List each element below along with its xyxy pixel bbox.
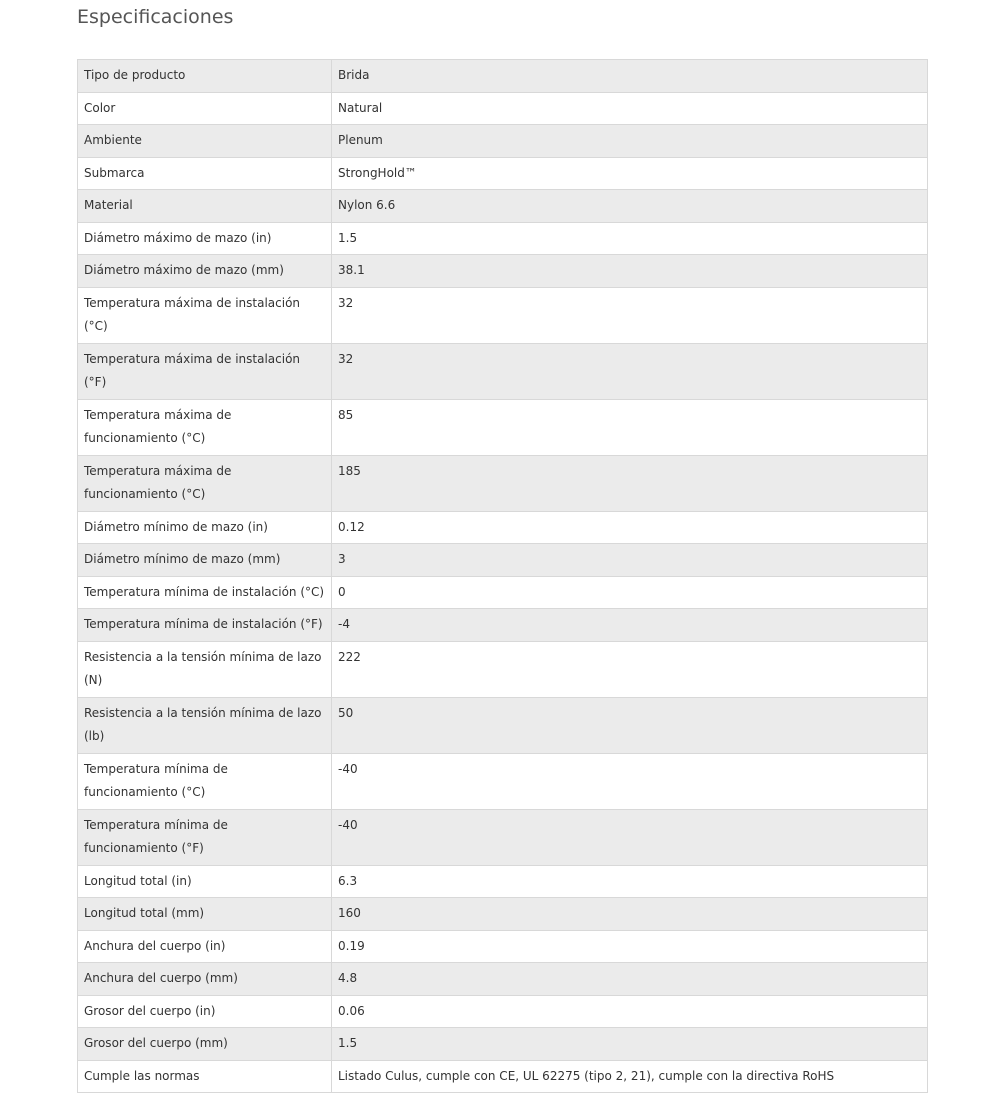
table-row [78, 898, 928, 931]
spec-value: 1.5 [332, 1028, 928, 1061]
spec-value: StrongHold™ [332, 157, 928, 190]
spec-value: -4 [332, 609, 928, 642]
spec-label: Temperatura máxima de funcionamiento (°C) [78, 455, 332, 511]
spec-value: 0.12 [332, 511, 928, 544]
spec-value: Listado Culus, cumple con CE, UL 62275 (tipo 2, 21), cumple con la directiva RoHS [332, 1060, 928, 1093]
spec-value: -40 [332, 753, 928, 809]
table-row [78, 697, 928, 753]
table-row [78, 343, 928, 399]
spec-value: 38.1 [332, 255, 928, 288]
spec-value: 0.06 [332, 995, 928, 1028]
spec-label: Diámetro máximo de mazo (mm) [78, 255, 332, 288]
table-row [78, 455, 928, 511]
spec-label: Temperatura mínima de instalación (°C) [78, 576, 332, 609]
spec-label: Anchura del cuerpo (in) [78, 930, 332, 963]
spec-label: Grosor del cuerpo (mm) [78, 1028, 332, 1061]
table-row [78, 753, 928, 809]
spec-value: 160 [332, 898, 928, 931]
spec-value: 185 [332, 455, 928, 511]
spec-label: Resistencia a la tensión mínima de lazo (lb) [78, 697, 332, 753]
table-row [78, 865, 928, 898]
table-row [78, 287, 928, 343]
table-row [78, 1060, 928, 1093]
table-row [78, 399, 928, 455]
spec-value: Plenum [332, 125, 928, 158]
spec-label: Ambiente [78, 125, 332, 158]
table-row [78, 544, 928, 577]
spec-value: 3 [332, 544, 928, 577]
table-row [78, 511, 928, 544]
table-row [78, 92, 928, 125]
spec-label: Temperatura mínima de instalación (°F) [78, 609, 332, 642]
table-row [78, 222, 928, 255]
spec-value: 4.8 [332, 963, 928, 996]
spec-value: 222 [332, 641, 928, 697]
spec-label: Cumple las normas [78, 1060, 332, 1093]
spec-value: 6.3 [332, 865, 928, 898]
spec-value: Nylon 6.6 [332, 190, 928, 223]
spec-label: Temperatura máxima de instalación (°F) [78, 343, 332, 399]
spec-value: 0 [332, 576, 928, 609]
spec-label: Material [78, 190, 332, 223]
spec-value: 50 [332, 697, 928, 753]
spec-value: 32 [332, 287, 928, 343]
spec-label: Diámetro mínimo de mazo (in) [78, 511, 332, 544]
spec-value: 32 [332, 343, 928, 399]
spec-label: Temperatura máxima de funcionamiento (°C) [78, 399, 332, 455]
spec-label: Anchura del cuerpo (mm) [78, 963, 332, 996]
spec-label: Temperatura mínima de funcionamiento (°C) [78, 753, 332, 809]
spec-label: Diámetro máximo de mazo (in) [78, 222, 332, 255]
spec-value: -40 [332, 809, 928, 865]
specifications-table [77, 59, 928, 1093]
spec-label: Diámetro mínimo de mazo (mm) [78, 544, 332, 577]
spec-value: Natural [332, 92, 928, 125]
table-row [78, 576, 928, 609]
spec-value: 1.5 [332, 222, 928, 255]
table-row [78, 641, 928, 697]
spec-value: 0.19 [332, 930, 928, 963]
table-row [78, 963, 928, 996]
table-row [78, 930, 928, 963]
spec-label: Submarca [78, 157, 332, 190]
table-row [78, 125, 928, 158]
spec-label: Temperatura mínima de funcionamiento (°F) [78, 809, 332, 865]
spec-label: Grosor del cuerpo (in) [78, 995, 332, 1028]
table-row [78, 1028, 928, 1061]
table-row [78, 190, 928, 223]
table-row [78, 60, 928, 93]
spec-label: Longitud total (in) [78, 865, 332, 898]
table-row [78, 255, 928, 288]
spec-label: Longitud total (mm) [78, 898, 332, 931]
section-title: Especificaciones [77, 6, 234, 28]
spec-label: Color [78, 92, 332, 125]
spec-label: Temperatura máxima de instalación (°C) [78, 287, 332, 343]
spec-label: Resistencia a la tensión mínima de lazo (N) [78, 641, 332, 697]
spec-value: Brida [332, 60, 928, 93]
spec-label: Tipo de producto [78, 60, 332, 93]
table-row [78, 609, 928, 642]
table-row [78, 157, 928, 190]
table-row [78, 809, 928, 865]
spec-value: 85 [332, 399, 928, 455]
